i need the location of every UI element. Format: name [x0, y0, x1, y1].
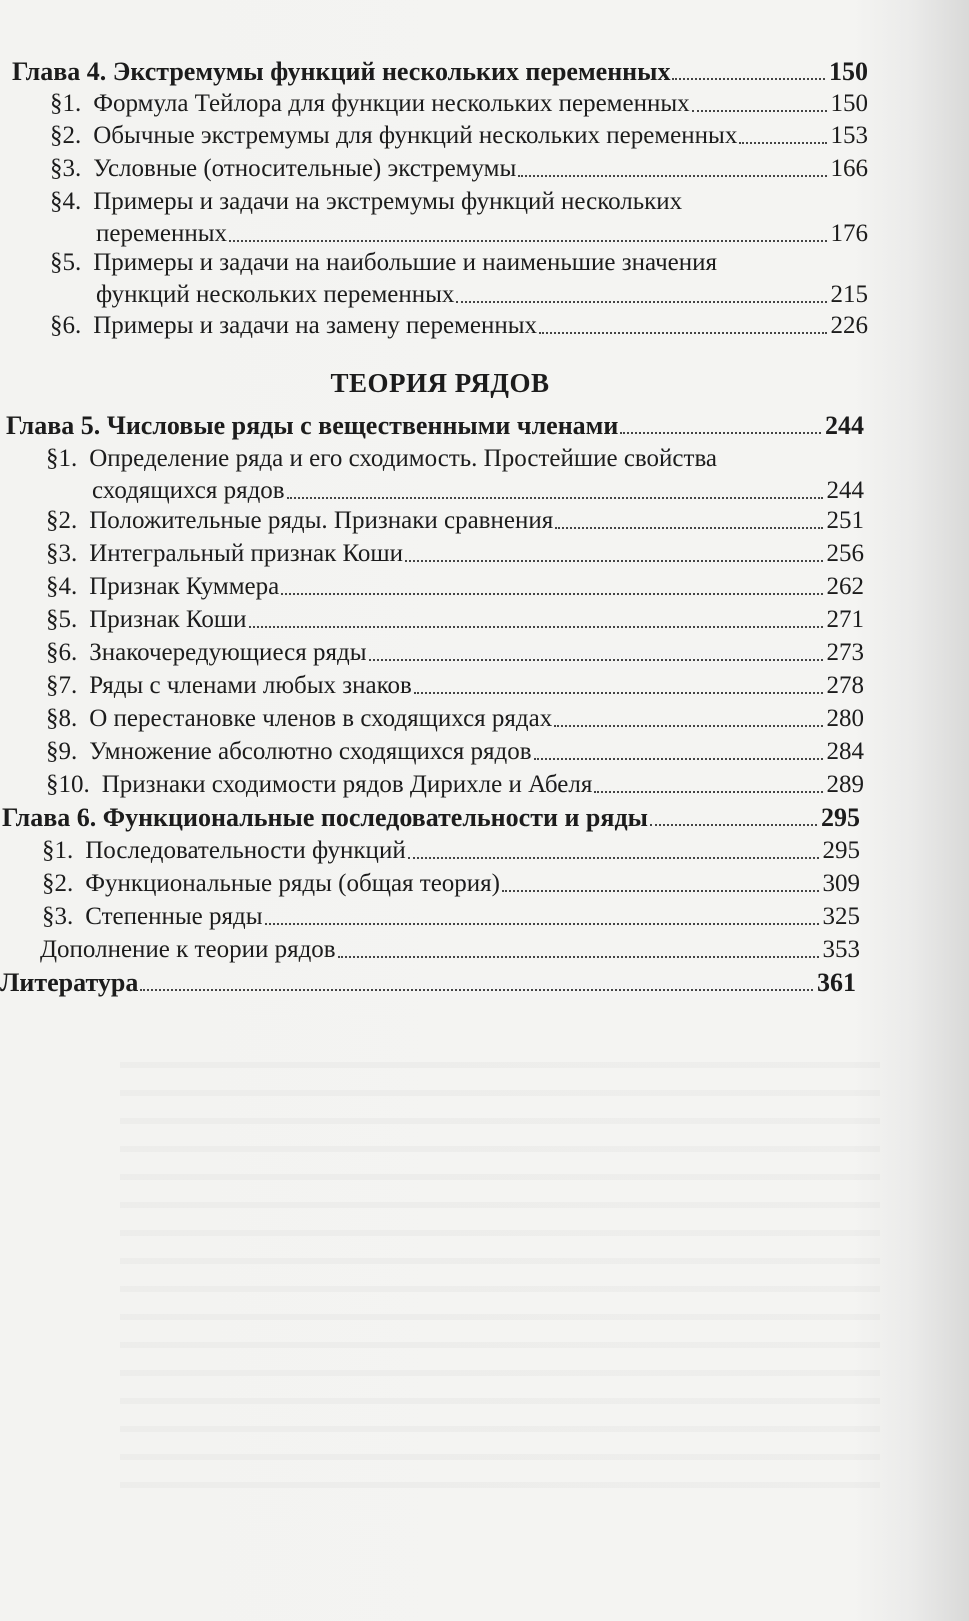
dot-leader	[140, 989, 813, 991]
dot-leader	[456, 301, 826, 303]
chapter-title: Глава 5. Числовые ряды с вещественными членами	[6, 411, 619, 440]
page-number: 215	[830, 281, 868, 308]
toc-chapter-4[interactable]	[12, 56, 868, 88]
page-number: 166	[830, 155, 868, 182]
dot-leader	[249, 626, 823, 628]
section-number: §4.	[46, 573, 78, 600]
toc-item-4-2[interactable]	[50, 120, 868, 152]
section-number: §2.	[50, 122, 82, 149]
toc-item-4-4[interactable]	[50, 186, 868, 250]
section-number: §1.	[50, 90, 82, 117]
toc-chapter-6[interactable]	[2, 802, 860, 834]
dot-leader	[281, 593, 822, 595]
page-number: 244	[826, 477, 864, 504]
dot-leader	[739, 142, 826, 144]
toc-item-5-10[interactable]	[46, 769, 864, 801]
section-title: Степенные ряды	[85, 903, 263, 930]
toc-item-6-2[interactable]	[42, 868, 860, 900]
section-number: §3.	[50, 155, 82, 182]
section-title: Функциональные ряды (общая теория)	[85, 870, 501, 897]
section-number: §4.	[50, 188, 82, 215]
section-title: Примеры и задачи на замену переменных	[93, 312, 538, 339]
section-number: §10.	[46, 771, 90, 798]
section-title: Ряды с членами любых знаков	[89, 672, 412, 699]
dot-leader	[338, 956, 819, 958]
section-number: §3.	[42, 903, 74, 930]
page-number: 153	[830, 122, 868, 149]
section-title-line-2: сходящихся рядов	[92, 477, 285, 504]
dot-leader	[287, 497, 823, 499]
page-number: 176	[830, 220, 868, 247]
section-title: Обычные экстремумы для функций нескольких переменных	[93, 122, 738, 149]
dot-leader	[539, 332, 826, 334]
section-number: §2.	[42, 870, 74, 897]
page-number: 284	[826, 738, 864, 765]
page-number: 262	[826, 573, 864, 600]
page-number: 353	[822, 936, 860, 963]
section-number: §1.	[42, 837, 74, 864]
page-number: 271	[826, 606, 864, 633]
page-number: 289	[826, 771, 864, 798]
section-title-line-1: Примеры и задачи на экстремумы функций нескольких	[93, 188, 683, 215]
toc-appendix[interactable]	[40, 934, 860, 966]
section-number: §3.	[46, 540, 78, 567]
toc-item-5-1[interactable]	[46, 443, 864, 507]
page-number: 150	[830, 90, 868, 117]
section-title-line-2: функций нескольких переменных	[96, 281, 455, 308]
dot-leader	[408, 857, 819, 859]
chapter-title: Глава 4. Экстремумы функций нескольких переменных	[12, 57, 671, 86]
section-number: §7.	[46, 672, 78, 699]
section-number: §6.	[50, 312, 82, 339]
section-number: §2.	[46, 507, 78, 534]
dot-leader	[620, 432, 821, 434]
page-number: 273	[826, 639, 864, 666]
section-title: Интегральный признак Коши	[89, 540, 404, 567]
page-number: 309	[822, 870, 860, 897]
toc-literature[interactable]	[0, 967, 856, 999]
bleed-through-text	[120, 1040, 880, 1500]
toc-item-5-2[interactable]	[46, 505, 864, 537]
dot-leader	[502, 890, 818, 892]
dot-leader	[229, 240, 826, 242]
section-title: Формула Тейлора для функции нескольких переменных	[93, 90, 690, 117]
section-title: Последовательности функций	[85, 837, 406, 864]
page-number: 295	[822, 837, 860, 864]
dot-leader	[555, 527, 822, 529]
section-title-line-1: Примеры и задачи на наибольшие и наименьшие значения	[93, 249, 718, 276]
toc-item-6-3[interactable]	[42, 901, 860, 933]
section-number: §1.	[46, 445, 78, 472]
toc-item-5-6[interactable]	[46, 637, 864, 669]
toc-item-5-5[interactable]	[46, 604, 864, 636]
literature-title: Литература	[0, 968, 139, 997]
chapter-title: Глава 6. Функциональные последовательности и ряды	[2, 803, 648, 832]
page-number: 226	[830, 312, 868, 339]
page-number: 251	[826, 507, 864, 534]
section-title: Умножение абсолютно сходящихся рядов	[89, 738, 532, 765]
section-number: §9.	[46, 738, 78, 765]
dot-leader	[554, 725, 822, 727]
toc-item-4-5[interactable]	[50, 247, 868, 311]
section-number: §6.	[46, 639, 78, 666]
section-title: Признак Куммера	[89, 573, 280, 600]
dot-leader	[672, 78, 825, 80]
page-number: 244	[825, 411, 864, 440]
page-number: 295	[821, 803, 860, 832]
dot-leader	[518, 175, 826, 177]
toc-item-5-4[interactable]	[46, 571, 864, 603]
toc-item-4-1[interactable]	[50, 88, 868, 120]
page-number: 150	[829, 57, 868, 86]
part-heading: ТЕОРИЯ РЯДОВ	[330, 368, 550, 398]
section-title-line-1: Определение ряда и его сходимость. Простейшие свойства	[89, 445, 718, 472]
dot-leader	[594, 791, 822, 793]
toc-item-5-3[interactable]	[46, 538, 864, 570]
section-title: Положительные ряды. Признаки сравнения	[89, 507, 554, 534]
section-number: §5.	[46, 606, 78, 633]
section-number: §5.	[50, 249, 82, 276]
section-title: Знакочередующиеся ряды	[89, 639, 367, 666]
toc-item-5-9[interactable]	[46, 736, 864, 768]
toc-chapter-5[interactable]	[6, 410, 864, 442]
section-number: §8.	[46, 705, 78, 732]
section-title: О перестановке членов в сходящихся рядах	[89, 705, 553, 732]
dot-leader	[414, 692, 823, 694]
dot-leader	[369, 659, 823, 661]
toc-item-4-3[interactable]	[50, 153, 868, 185]
section-title-line-2: переменных	[96, 220, 228, 247]
toc-item-5-7[interactable]	[46, 670, 864, 702]
section-title: Признак Коши	[89, 606, 247, 633]
section-title: Условные (относительные) экстремумы	[93, 155, 517, 182]
toc-item-5-8[interactable]	[46, 703, 864, 735]
page-number: 278	[826, 672, 864, 699]
dot-leader	[692, 110, 827, 112]
dot-leader	[534, 758, 823, 760]
toc-item-4-6[interactable]	[50, 310, 868, 342]
page-number: 256	[826, 540, 864, 567]
appendix-title: Дополнение к теории рядов	[40, 936, 336, 963]
dot-leader	[265, 923, 819, 925]
page-number: 325	[822, 903, 860, 930]
page-number: 280	[826, 705, 864, 732]
section-title: Признаки сходимости рядов Дирихле и Абеля	[101, 771, 593, 798]
toc-item-6-1[interactable]	[42, 835, 860, 867]
dot-leader	[405, 560, 822, 562]
page-number: 361	[817, 968, 856, 997]
dot-leader	[650, 824, 817, 826]
